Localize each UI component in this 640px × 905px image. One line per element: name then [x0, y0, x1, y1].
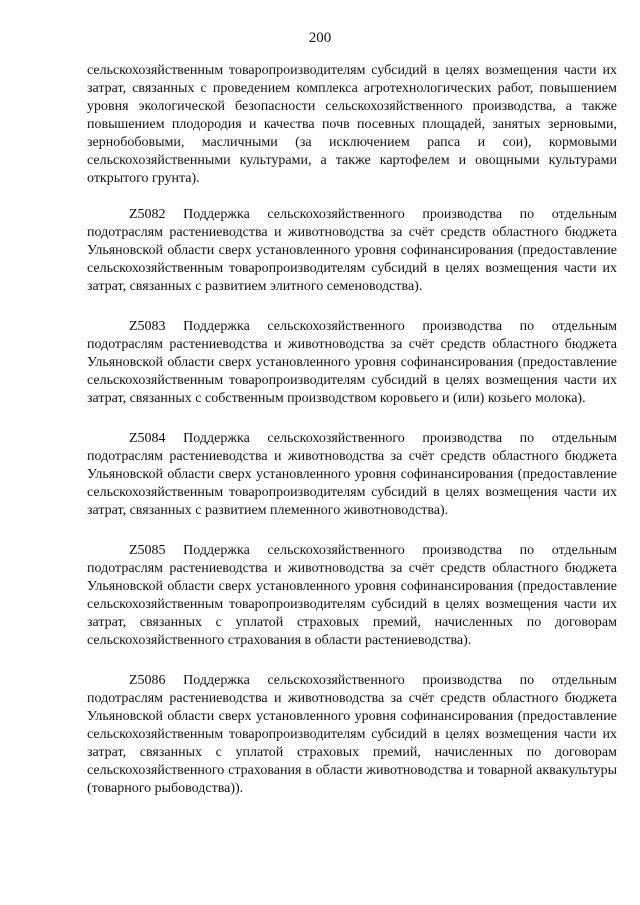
paragraph-z5085: Z5085 Поддержка сельскохозяйственного производства по отдельным подотраслям растениеводства и животноводства за счёт средств областного бюджета Ульяновской области сверх установленного уровня софинансирования (предоставление сельскохозяйственным товаропроизводителям субсидий в целях возмещения части их затрат, связанных с уплатой страховых премий, начисленных по договорам сельскохозяйственного страхования в области растениеводства).: [87, 543, 617, 648]
document-body: [87, 62, 617, 798]
page-number: 200: [308, 30, 332, 46]
paragraph-z5083: Z5083 Поддержка сельскохозяйственного производства по отдельным подотраслям растениеводства и животноводства за счёт средств областного бюджета Ульяновской области сверх установленного уровня софинансирования (предоставление сельскохозяйственным товаропроизводителям субсидий в целях возмещения части их затрат, связанных с собственным производством коровьего и (или) козьего молока).: [87, 319, 617, 406]
paragraph-z5086: Z5086 Поддержка сельскохозяйственного производства по отдельным подотраслям растениеводства и животноводства за счёт средств областного бюджета Ульяновской области сверх установленного уровня софинансирования (предоставление сельскохозяйственным товаропроизводителям субсидий в целях возмещения части их затрат, связанных с уплатой страховых премий, начисленных по договорам сельскохозяйственного страхования в области животноводства и товарной аквакультуры (товарного рыбоводства)).: [87, 673, 617, 796]
paragraph-continuation: сельскохозяйственным товаропроизводителям субсидий в целях возмещения части их затрат, связанных с проведением комплекса агротехнологических работ, повышением уровня экологической безопасности сельскохозяйственного производства, а также повышением плодородия и качества почв посевных площадей, занятых зерновыми, зернобобовыми, масличными (за исключением рапса и сои), кормовыми сельскохозяйственными культурами, а также картофелем и овощными культурами открытого грунта).: [87, 63, 617, 186]
paragraph-z5082: Z5082 Поддержка сельскохозяйственного производства по отдельным подотраслям растениеводства и животноводства за счёт средств областного бюджета Ульяновской области сверх установленного уровня софинансирования (предоставление сельскохозяйственным товаропроизводителям субсидий в целях возмещения части их затрат, связанных с развитием элитного семеноводства).: [87, 207, 617, 294]
paragraph-z5084: Z5084 Поддержка сельскохозяйственного производства по отдельным подотраслям растениеводства и животноводства за счёт средств областного бюджета Ульяновской области сверх установленного уровня софинансирования (предоставление сельскохозяйственным товаропроизводителям субсидий в целях возмещения части их затрат, связанных с развитием племенного животноводства).: [87, 431, 617, 518]
